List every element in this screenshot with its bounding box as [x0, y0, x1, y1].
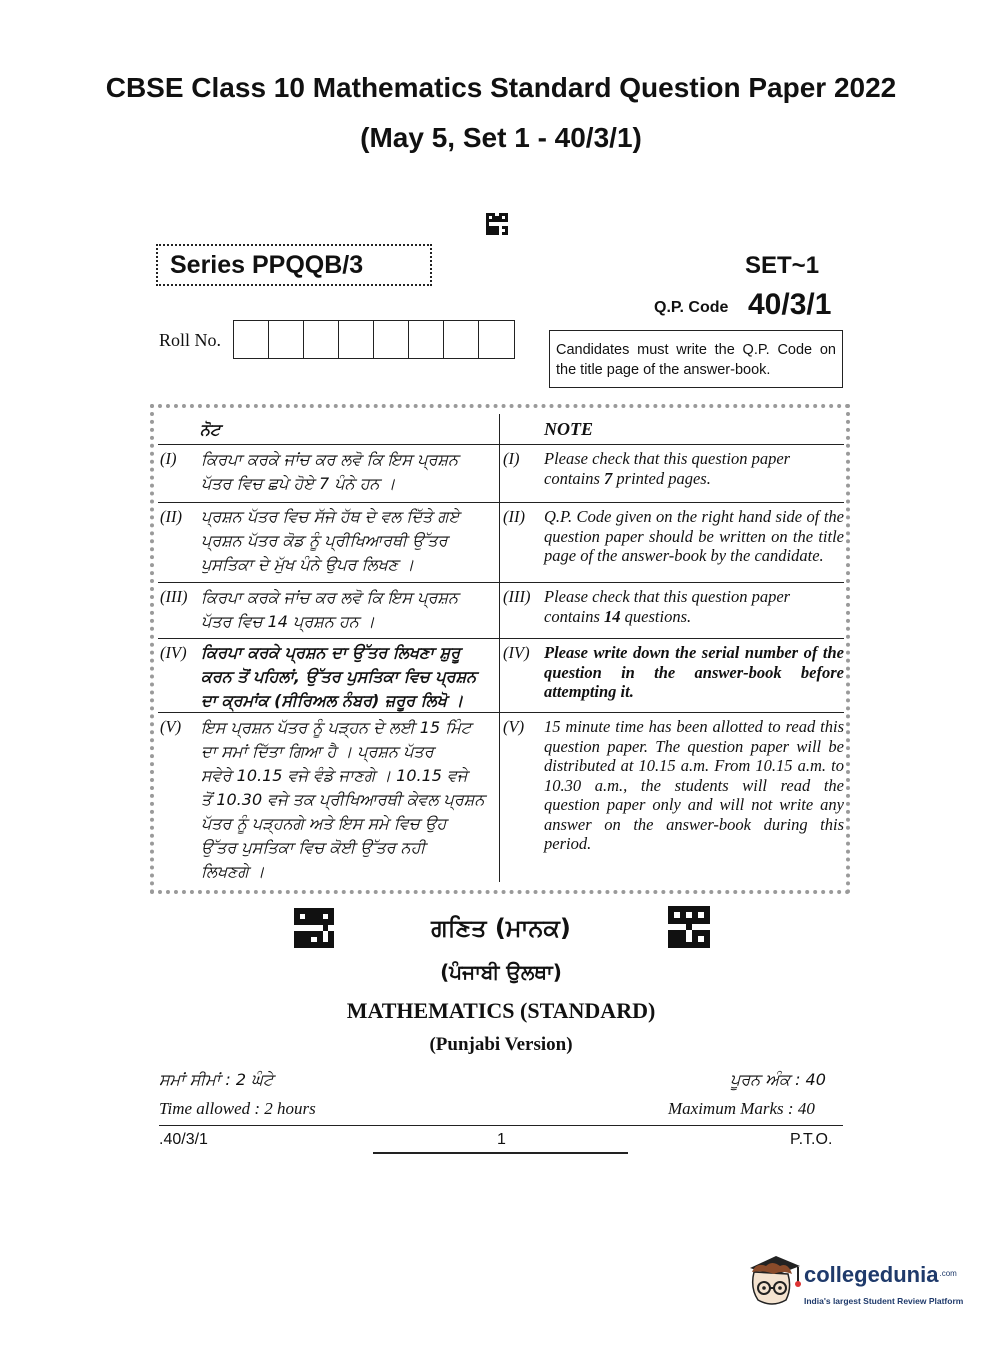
- roll-number-box[interactable]: [269, 321, 304, 358]
- note-item-english: Please write down the serial number of the question in the answer-book before attempting it.: [544, 643, 844, 701]
- series-label: Series PPQQB/3: [170, 250, 364, 279]
- note-line: ਪ੍ਰਸ਼ਨ ਪੱਤਰ ਕੋਡ ਨੂੰ ਪ੍ਰੀਖਿਆਰਥੀ ਉੱਤਰ: [201, 531, 448, 550]
- note-divider: [158, 638, 844, 639]
- note-line: Please check that this question paper: [544, 449, 791, 468]
- note-line: ਉੱਤਰ ਪੁਸਤਿਕਾ ਵਿਚ ਕੋਈ ਉੱਤਰ ਨਹੀ: [201, 838, 426, 857]
- note-text: questions.: [620, 606, 692, 626]
- note-number: (III): [503, 587, 531, 606]
- note-line: ਪੱਤਰ ਵਿਚ ਛਪੇ ਹੋਏ 7 ਪੰਨੇ ਹਨ ।: [201, 474, 396, 493]
- note-item-punjabi: [201, 716, 497, 884]
- note-number: (V): [503, 717, 525, 736]
- note-line: ਤੋਂ 10.30 ਵਜੇ ਤਕ ਪ੍ਰੀਖਿਆਰਥੀ ਕੇਵਲ ਪ੍ਰਸ਼ਨ: [201, 790, 485, 809]
- note-item-english: 15 minute time has been allotted to read this question paper. The question paper will be distributed at 10.15 a.m. From 10.15 a.m. to 10.30 a.m., the students will read the question paper only and will not write any answer on the answer-book during this period.: [544, 717, 844, 853]
- qp-code-label: Q.P. Code: [654, 299, 729, 316]
- subject-version-punjabi: (ਪੰਜਾਬੀ ਉਲਥਾ): [440, 960, 562, 984]
- note-line: ਕਿਰਪਾ ਕਰਕੇ ਪ੍ਰਸ਼ਨ ਦਾ ਉੱਤਰ ਲਿਖਣਾ ਸ਼ੁਰੂ: [201, 643, 461, 662]
- note-text: printed pages.: [612, 468, 711, 488]
- note-divider: [158, 502, 844, 503]
- note-number: (I): [503, 449, 520, 468]
- brand-tagline: India's largest Student Review Platform: [804, 1296, 964, 1306]
- time-allowed-english: Time allowed : 2 hours: [159, 1099, 316, 1118]
- note-column-divider: [499, 414, 500, 882]
- note-number: (IV): [160, 643, 187, 662]
- collegedunia-mascot-icon: [742, 1248, 804, 1310]
- roll-number-label: Roll No.: [159, 330, 222, 350]
- note-item-english: Q.P. Code given on the right hand side of the question paper should be written on the title page of the answer-book by the candidate.: [544, 507, 844, 565]
- subject-title-punjabi: ਗਣਿਤ (ਮਾਨਕ): [431, 914, 571, 942]
- roll-number-boxes[interactable]: [233, 320, 515, 359]
- note-line: ਕਿਰਪਾ ਕਰਕੇ ਜਾਂਚ ਕਰ ਲਵੋ ਕਿ ਇਸ ਪ੍ਰਸ਼ਨ: [201, 450, 459, 469]
- page-number: 1: [497, 1131, 506, 1148]
- note-number: (IV): [503, 643, 530, 662]
- note-line: ਸਵੇਰੇ 10.15 ਵਜੇ ਵੰਡੇ ਜਾਣਗੇ । 10.15 ਵਜੇ: [201, 766, 468, 785]
- series-box: [156, 244, 432, 286]
- pto-label: P.T.O.: [790, 1131, 833, 1148]
- roll-number-box[interactable]: [339, 321, 374, 358]
- roll-number-box[interactable]: [304, 321, 339, 358]
- note-line: ਕਿਰਪਾ ਕਰਕੇ ਜਾਂਚ ਕਰ ਲਵੋ ਕਿ ਇਸ ਪ੍ਰਸ਼ਨ: [201, 588, 459, 607]
- note-heading-english: NOTE: [544, 419, 593, 439]
- roll-number-box[interactable]: [409, 321, 444, 358]
- roll-number-box[interactable]: [444, 321, 479, 358]
- note-item-punjabi: [201, 641, 497, 713]
- note-line: ਲਿਖਣਗੇ ।: [201, 862, 265, 881]
- subject-title-english: MATHEMATICS (STANDARD): [346, 998, 656, 1023]
- note-line: ਪ੍ਰਸ਼ਨ ਪੱਤਰ ਵਿਚ ਸੱਜੇ ਹੱਥ ਦੇ ਵਲ ਦਿੱਤੇ ਗਏ: [201, 507, 460, 526]
- note-line: ਇਸ ਪ੍ਰਸ਼ਨ ਪੱਤਰ ਨੂੰ ਪੜ੍ਹਨ ਦੇ ਲਈ 15 ਮਿੰਟ: [201, 718, 472, 737]
- note-line: ਦਾ ਸਮਾਂ ਦਿੱਤਾ ਗਿਆ ਹੈ । ਪ੍ਰਸ਼ਨ ਪੱਤਰ: [201, 742, 434, 761]
- footer-paper-code: .40/3/1: [159, 1131, 208, 1148]
- set-label: SET~1: [745, 252, 820, 279]
- max-marks-english: Maximum Marks : 40: [668, 1099, 815, 1118]
- note-line: ਪੁਸਤਿਕਾ ਦੇ ਮੁੱਖ ਪੰਨੇ ਉਪਰ ਲਿਖਣ ।: [201, 555, 415, 574]
- note-item-english: [544, 449, 844, 488]
- note-line: ਪੱਤਰ ਵਿਚ 14 ਪ੍ਰਸ਼ਨ ਹਨ ।: [201, 612, 375, 631]
- qp-code-value: 40/3/1: [748, 288, 832, 321]
- roll-number-box[interactable]: [234, 321, 269, 358]
- note-divider: [158, 444, 844, 445]
- page-title: CBSE Class 10 Mathematics Standard Question Paper 2022: [105, 72, 897, 103]
- note-item-punjabi: [201, 586, 497, 634]
- qr-code-icon: [486, 213, 508, 235]
- page-number-underline: [373, 1152, 628, 1154]
- note-number: (V): [160, 717, 182, 736]
- time-allowed-punjabi: ਸਮਾਂ ਸੀਮਾਂ : 2 ਘੰਟੇ: [159, 1070, 274, 1089]
- max-marks-punjabi: ਪੂਰਨ ਅੰਕ : 40: [730, 1070, 826, 1089]
- page-count: 7: [604, 468, 613, 488]
- footer-divider: [159, 1125, 843, 1126]
- brand-logo-text: [804, 1262, 957, 1288]
- candidate-instruction-box: Candidates must write the Q.P. Code on the title page of the answer-book.: [549, 330, 843, 388]
- note-item-punjabi: [201, 505, 497, 577]
- brand-name: collegedunia: [804, 1262, 939, 1287]
- note-heading-punjabi: ਨੋਟ: [200, 420, 221, 439]
- note-number: (II): [160, 507, 182, 526]
- note-line: ਪੱਤਰ ਨੂੰ ਪੜ੍ਹਨਗੇ ਅਤੇ ਇਸ ਸਮੇ ਵਿਚ ਉਹ: [201, 814, 447, 833]
- subject-version-english: (Punjabi Version): [429, 1034, 573, 1055]
- note-divider: [158, 582, 844, 583]
- note-item-english: [544, 587, 844, 626]
- note-item-punjabi: [201, 448, 497, 496]
- note-line: ਦਾ ਕ੍ਰਮਾਂਕ (ਸੀਰਿਅਲ ਨੰਬਰ) ਜ਼ਰੂਰ ਲਿਖੋ ।: [201, 691, 464, 710]
- question-count: 14: [604, 606, 621, 626]
- note-text: contains: [544, 606, 605, 626]
- roll-number-box[interactable]: [374, 321, 409, 358]
- note-number: (II): [503, 507, 525, 526]
- note-line: Please check that this question paper: [544, 587, 791, 606]
- page-subtitle: (May 5, Set 1 - 40/3/1): [360, 122, 642, 153]
- note-number: (I): [160, 449, 177, 468]
- note-line: ਕਰਨ ਤੋਂ ਪਹਿਲਾਂ, ਉੱਤਰ ਪੁਸਤਿਕਾ ਵਿਚ ਪ੍ਰਸ਼ਨ: [201, 667, 477, 686]
- note-text: contains: [544, 468, 605, 488]
- brand-suffix: .com: [939, 1269, 957, 1278]
- roll-number-box[interactable]: [479, 321, 514, 358]
- note-number: (III): [160, 587, 188, 606]
